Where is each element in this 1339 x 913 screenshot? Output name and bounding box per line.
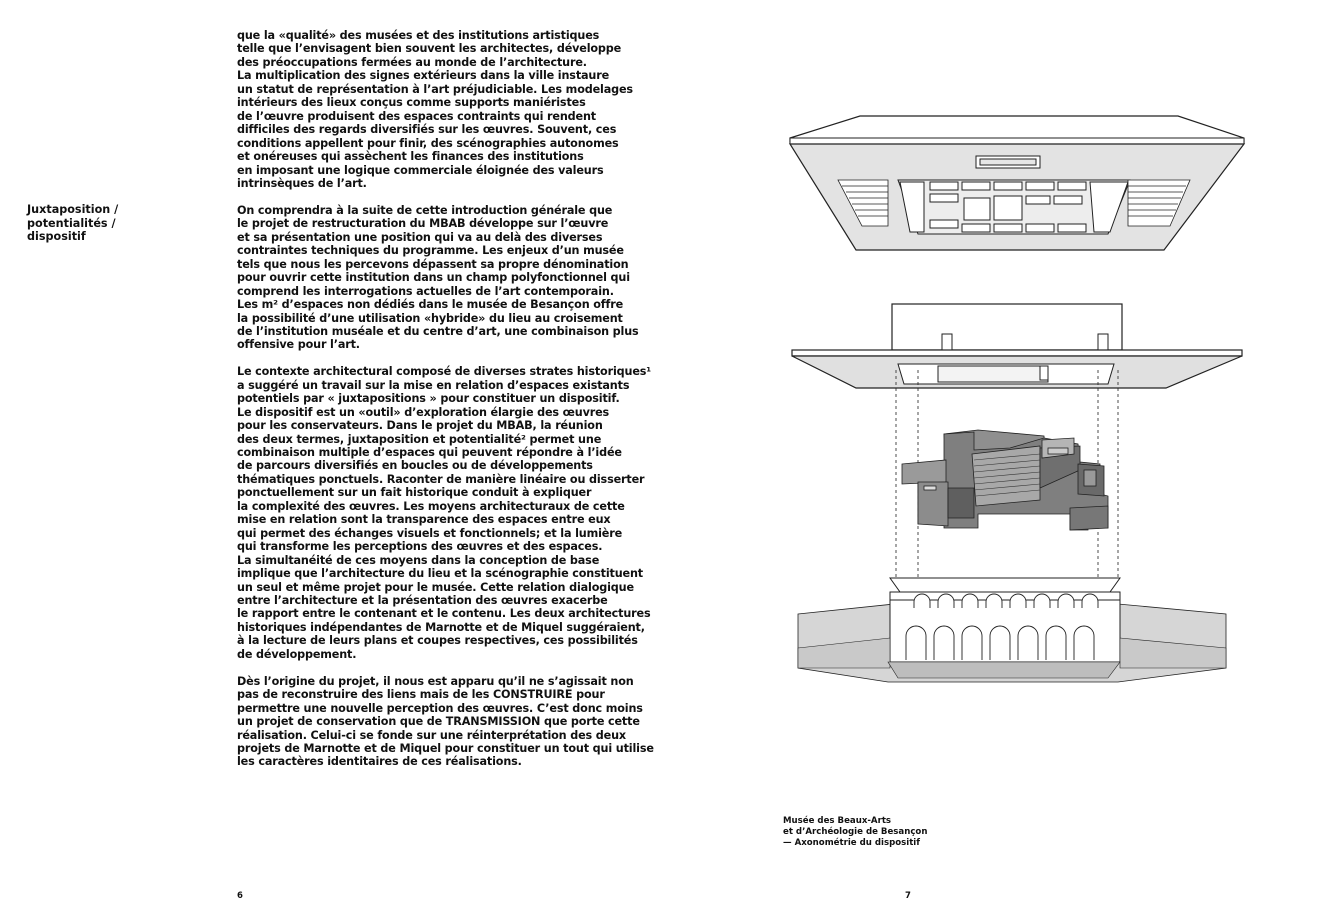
text-line: permettre une nouvelle perception des œuvres. C’est donc moins	[237, 701, 643, 715]
text-line: qui transforme les perceptions des œuvres et des espaces.	[237, 540, 603, 554]
text-line: pour les conservateurs. Dans le projet du MBAB, la réunion	[237, 419, 603, 433]
caption-line: — Axonométrie du dispositif	[783, 837, 920, 848]
axonometric-drawing	[778, 108, 1258, 698]
text-line: comprend les interrogations actuelles de l’art contemporain.	[237, 284, 614, 298]
text-line: La multiplication des signes extérieurs dans la ville instaure	[237, 69, 610, 83]
text-line: Le contexte architectural composé de diverses strates historiques¹	[237, 365, 652, 379]
text-line: un seul et même projet pour le musée. Cette relation dialogique	[237, 580, 634, 594]
text-line: ponctuellement sur un fait historique conduit à expliquer	[237, 486, 592, 500]
text-line: des deux termes, juxtaposition et potentialité² permet une	[237, 432, 602, 446]
text-line: conditions appellent pour finir, des scénographies autonomes	[237, 136, 619, 150]
side-heading-line: dispositif	[27, 230, 86, 243]
side-heading-line: potentialités /	[27, 216, 116, 230]
text-line: qui permet des échanges visuels et fonctionnels; et la lumière	[237, 526, 623, 540]
text-line: difficiles des regards diversifiés sur les œuvres. Souvent, ces	[237, 123, 617, 137]
side-heading	[27, 203, 207, 244]
text-line: historiques indépendantes de Marnotte et de Miquel suggéraient,	[237, 620, 645, 634]
text-line: les caractères identitaires de ces réalisations.	[237, 755, 522, 769]
text-line: pour ouvrir cette institution dans un champ polyfonctionnel qui	[237, 271, 630, 285]
text-line: La simultanéité de ces moyens dans la conception de base	[237, 553, 600, 567]
text-line: pas de reconstruire des liens mais de les CONSTRUIRE pour	[237, 688, 605, 702]
paragraph	[237, 204, 657, 352]
text-line: a suggéré un travail sur la mise en relation d’espaces existants	[237, 378, 630, 392]
text-line: de développement.	[237, 647, 357, 661]
text-line: à la lecture de leurs plans et coupes respectives, ces possibilités	[237, 634, 638, 648]
text-line: contraintes techniques du programme. Les enjeux d’un musée	[237, 244, 624, 258]
text-line: telle que l’envisagent bien souvent les architectes, développe	[237, 42, 622, 56]
text-line: que la «qualité» des musées et des institutions artistiques	[237, 29, 600, 42]
page-number-left: 6	[237, 891, 243, 901]
text-line: un statut de représentation à l’art préjudiciable. Les modelages	[237, 82, 633, 96]
body-text	[237, 29, 657, 782]
text-line: mise en relation sont la transparence des espaces entre eux	[237, 513, 611, 527]
page-number-right: 7	[905, 891, 911, 901]
paragraph	[237, 365, 657, 661]
text-line: thématiques ponctuels. Raconter de manière linéaire ou disserter	[237, 472, 645, 486]
text-line: des préoccupations fermées au monde de l’architecture.	[237, 55, 587, 69]
text-line: potentiels par « juxtapositions » pour constituer un dispositif.	[237, 392, 620, 406]
text-line: de parcours diversifiés en boucles ou de développements	[237, 459, 593, 473]
side-heading-line: Juxtaposition /	[27, 203, 119, 216]
text-line: entre l’architecture et la présentation des œuvres exacerbe	[237, 594, 608, 607]
text-line: la complexité des œuvres. Les moyens architecturaux de cette	[237, 499, 625, 513]
text-line: Le dispositif est un «outil» d’exploration élargie des œuvres	[237, 405, 610, 419]
caption-line: et d’Archéologie de Besançon	[783, 826, 928, 837]
text-line: réalisation. Celui-ci se fonde sur une réinterprétation des deux	[237, 728, 626, 742]
text-line: tels que nous les percevons dépassent sa propre dénomination	[237, 257, 629, 271]
building-volume	[902, 430, 1108, 530]
roof-frame	[792, 304, 1242, 388]
text-line: offensive pour l’art.	[237, 338, 360, 352]
text-line: en imposant une logique commerciale éloignée des valeurs	[237, 163, 604, 177]
text-line: le projet de restructuration du MBAB développe sur l’œuvre	[237, 217, 609, 231]
arcade-base	[798, 578, 1226, 682]
text-line: un projet de conservation que de TRANSMISSION que porte cette	[237, 715, 640, 729]
left-page	[0, 0, 669, 913]
text-line: Dès l’origine du projet, il nous est apparu qu’il ne s’agissait non	[237, 674, 634, 688]
text-line: de l’œuvre produisent des espaces contraints qui rendent	[237, 109, 596, 123]
ceiling-slab	[790, 116, 1244, 250]
text-line: Les m² d’espaces non dédiés dans le musée de Besançon offre	[237, 298, 624, 312]
text-line: projets de Marnotte et de Miquel pour constituer un tout qui utilise	[237, 741, 654, 755]
figure-caption	[783, 816, 1033, 848]
text-line: de l’institution muséale et du centre d’art, une combinaison plus	[237, 324, 639, 338]
text-line: On comprendra à la suite de cette introduction générale que	[237, 203, 613, 217]
text-line: et sa présentation une position qui va au delà des diverses	[237, 230, 603, 244]
text-line: implique que l’architecture du lieu et la scénographie constituent	[237, 567, 643, 581]
text-line: la possibilité d’une utilisation «hybride» du lieu au croisement	[237, 311, 623, 325]
text-line: intrinsèques de l’art.	[237, 176, 367, 190]
paragraph	[237, 675, 657, 769]
paragraph	[237, 29, 657, 190]
text-line: le rapport entre le contenant et le contenu. Les deux architectures	[237, 607, 651, 621]
text-line: et onéreuses qui assèchent les finances des institutions	[237, 150, 584, 164]
text-line: intérieurs des lieux conçus comme supports maniéristes	[237, 96, 586, 110]
caption-line: Musée des Beaux-Arts	[783, 816, 892, 826]
text-line: combinaison multiple d’espaces qui peuvent répondre à l’idée	[237, 446, 622, 460]
